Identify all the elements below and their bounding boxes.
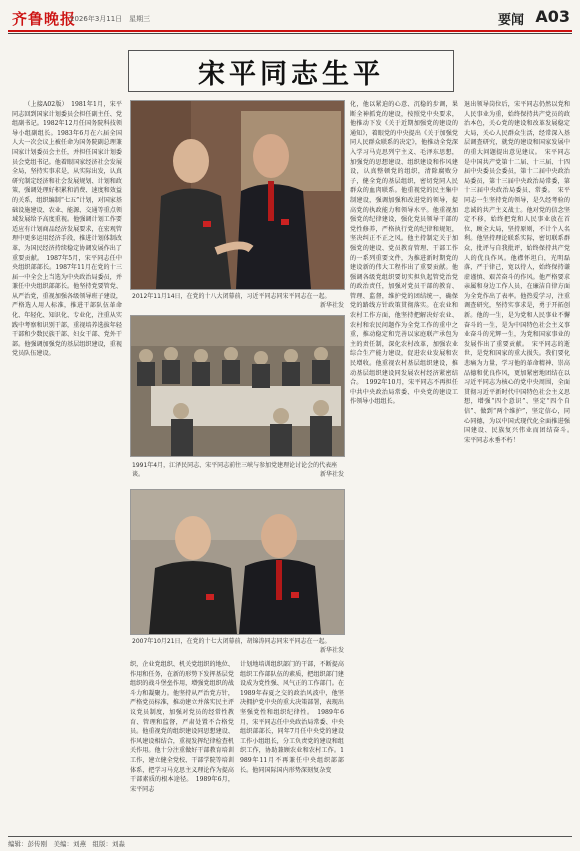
photo-3 (130, 489, 345, 635)
article-column-2 (130, 660, 234, 832)
article-text: 织，企业党组织、机关党组织的地位、作用和任务，在新的形势下发挥基层党组织的战斗堡垒作用，增强党组织的战斗力和凝聚力。他坚持从严治党方针，严格党员标准，推动建立并落实民主评议党员制度，加强对党员的经常性教育、管理和监督，严肃处置不合格党员。他重视党的组织建设同思想建设、作风建设相结合，重视发挥纪律检查机关作用。他十分注重做好干部教育培训工作，建立健全党校、干部学院等培训体系，把学习马克思主义理论作为提高干部素质的根本途径。 1989年6月，宋平同志 (130, 661, 234, 793)
article-column-3 (240, 660, 344, 832)
caption-text: 2007年10月21日，在党的十七大闭幕前，胡锦涛同志同宋平同志在一起。 (132, 638, 331, 645)
photo-1-image (131, 101, 344, 289)
photo-2-image (131, 316, 344, 456)
caption-text: 2012年11月14日，在党的十八大闭幕前，习近平同志同宋平同志在一起。 (132, 293, 331, 300)
article-column-4 (350, 100, 458, 832)
article-column-1 (12, 100, 122, 832)
photo-credit: 新华社发 (319, 471, 344, 478)
caption-text: 1991年4月，江泽民同志、宋平同志前往三峡与参加党建理论讨论会的代表座谈。 (132, 462, 338, 478)
section-label: 要闻 (497, 13, 524, 28)
photo-credit: 新华社发 (319, 647, 344, 654)
photo-3-caption (132, 637, 344, 655)
photo-1 (130, 100, 345, 290)
photo-2-caption (132, 461, 344, 479)
article-title: 宋平同志生平 (198, 58, 384, 90)
article-text: 计划地培训组织部门的干部，不断提高组织工作部队伍的素质，把组织部门建设成为党性强、风气正的工作部门。在1989年春夏之交的政治风波中，他坚决拥护党中央的重大决策部署，表现出坚强党性和组织纪律性。 1989年6月，宋平同志任中央政治局常委、中央组织部部长，同年7月任中央党的建设工作小组组长，分工负责党的建设和组织工作，协助兼顾农业和农村工作。1989年11月不再兼任中央组织部部长。他同国际国内形势深刻复杂变 (240, 661, 344, 774)
page-number: A03 (535, 7, 570, 26)
article-column-5 (464, 100, 577, 832)
header-rule (8, 30, 572, 32)
dateline: 2026年3月11日 星期三 (70, 15, 151, 23)
photo-1-caption (132, 292, 344, 310)
staff-credits: 编辑：彭传刚 美编：刘燕 组版：刘淼 (8, 840, 125, 848)
photo-3-image (131, 490, 344, 634)
photo-credit: 新华社发 (319, 302, 344, 309)
photo-2 (130, 315, 345, 457)
page-footer (8, 836, 572, 851)
header-subrule (8, 33, 572, 34)
article-text: （上接A02版） 1981年1月，宋平同志回到国家计划委员会担任副主任、党组副书记。1982年12月任国务院科技领导小组副组长。1983年6月在六届全国人大一次会议上被任命为国务院副总理兼国家计划委员会主任，并担任国家计划委员会党组书记。他着眼国家经济社会发展全局，坚持实事求是，从实际出发，认真研究制定经济和社会发展规划、计划和政策，强调处理好积累和消费、速度和效益的关系，组织编制“七五”计划，对国家基础设施建设、农业、能源、交通等重点领域发展给予高度重视。他强调计划工作要适应有计划商品经济发展要求，在宏观管理中更多运用经济手段，推进计划体制改革，为国民经济持续稳定协调发展作出了重要贡献。 1987年5月，宋平同志任中央组织部部长。1987年11月在党的十三届一中全会上当选为中央政治局委员，并兼任中央组织部部长。他坚持党要管党、从严治党，重视加强各级领导班子建设，严格选人用人标准，推进干部队伍革命化、年轻化、知识化、专业化，注重从实践中考察和识别干部，重视培养选拔年轻干部和少数民族干部、妇女干部、党外干部。他强调加强党的基层组织建设，重视党员队伍建设。 (12, 101, 122, 358)
newspaper-logo: 齐鲁晚报 (12, 10, 77, 28)
masthead (8, 6, 572, 28)
article-text: 化，他以紧迫的心意、沉稳的步调，果断全神抓党的建设，按照党中央要求，他推动下发《关于近期加强党的建设的通知》，着眼党的中央提出《关于加强党同人民群众联系的决定》，他推动全党深入学习马克思列宁主义、毛泽东思想，加强党的思想建设、组织建设和作风建设，认真整顿党的组织，清除腐败分子，健全党的基层组织，密切党同人民群众的血肉联系。他重视党的民主集中制建设，强调加强和改进党的领导，提高党的执政能力和领导水平。他重视加强党的纪律建设，强化党员领导干部的党性修养，严格执行党的纪律和规矩，坚决纠正不正之风。他主持制定关于加强党的建设、党员教育管理、干部工作的一系列重要文件，为推进新时期党的建设新的伟大工程作出了重要贡献。他强调各级党组织要切实担负起管党治党的政治责任，加强对党员干部的教育、管理、监督，维护党的团结统一，确保党的路线方针政策贯彻落实。在农业和农村工作方面，他坚持把解决好农业、农村和农民问题作为全党工作的重中之重，推动稳定和完善以家庭联产承包为主的责任制，深化农村改革，加强农业综合生产能力建设，促进农业发展和农民增收。他重视农村基层组织建设，推动基层组织建设同发展农村经济紧密结合。 1992年10月，宋平同志不再担任中共中央政治局常委、中央党的建设工作领导小组组长。 (350, 101, 458, 406)
article-title-box (128, 50, 454, 92)
article-text: 退出领导岗位后，宋平同志仍然以党和人民事业为重，始终保持共产党员的政治本色，关心党的建设和改革发展稳定大局，关心人民群众生活，经常深入基层调查研究，就党的建设和国家发展中的重大问题提出意见建议。 宋平同志是中国共产党第十二届、十三届、十四届中央委员会委员，第十二届中央政治局委员，第十三届中央政治局常委，第十三届中央政治局委员、常委。 宋平同志一生坚持党的领导，是久经考验的忠诚的共产主义战士。他对党的信念坚定不移，始终把党和人民事业放在首位，顾全大局，坚持原则，不计个人名利。他坚持理论联系实际，密切联系群众，批评与自我批评，始终保持共产党人的优良作风。他襟怀坦白，光明磊落，严于律己，宽以待人，始终保持谦虚谨慎、艰苦奋斗的作风。他严格要求亲属和身边工作人员，在廉洁自律方面为全党作出了表率。他热爱学习，注重调查研究，坚持实事求是，勇于开拓创新。他的一生，是为党和人民事业不懈奋斗的一生，是为中国特色社会主义事业奋斗的光辉一生，为党和国家事业的发展作出了重要贡献。 宋平同志的逝世，是党和国家的重大损失。我们要化悲痛为力量，学习他的革命精神、崇高品德和优良作风，更加紧密地团结在以习近平同志为核心的党中央周围，全面贯彻习近平新时代中国特色社会主义思想，增强“四个意识”、坚定“四个自信”、做到“两个维护”，坚定信心，同心同德，为以中国式现代化全面推进强国建设、民族复兴伟业而团结奋斗。 宋平同志永垂不朽！ (464, 101, 577, 444)
